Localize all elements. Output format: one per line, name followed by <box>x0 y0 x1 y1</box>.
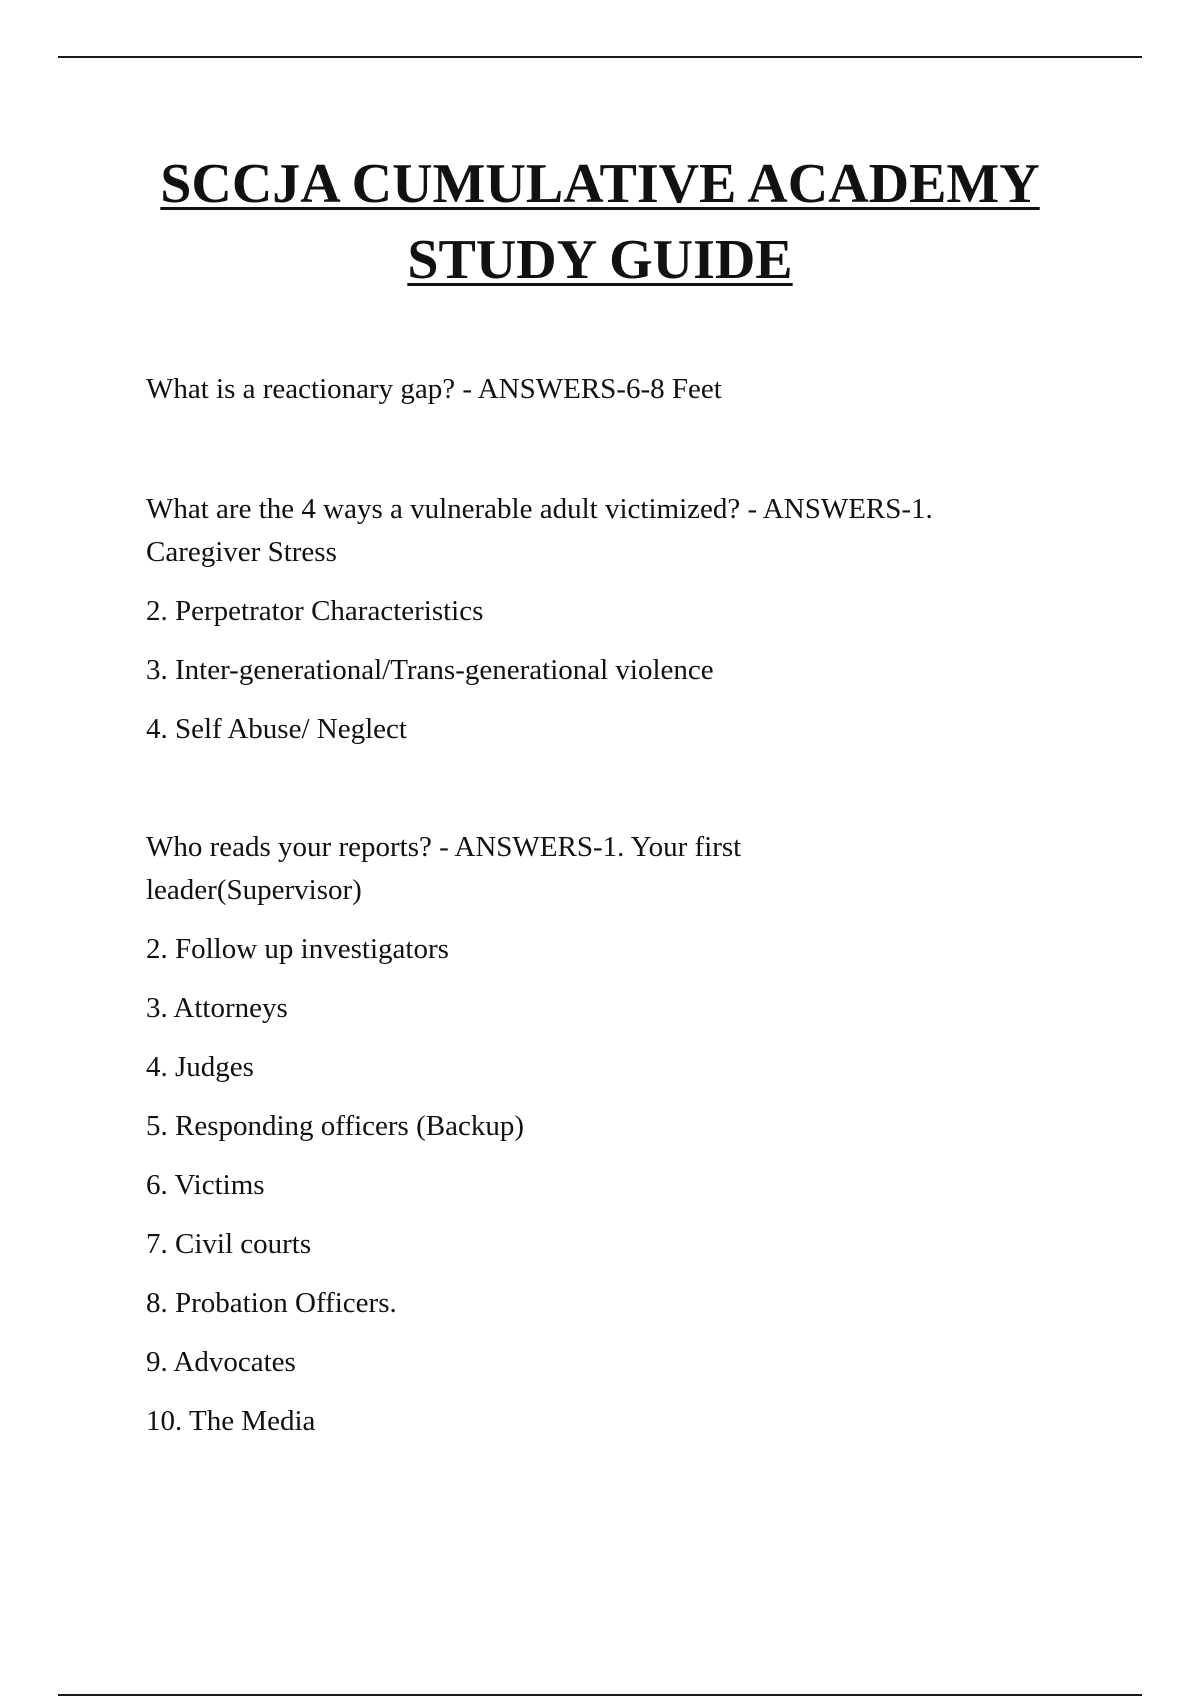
title-line-1: SCCJA CUMULATIVE ACADEMY <box>160 153 1040 215</box>
answer-item: 3. Attorneys <box>146 992 288 1024</box>
answer-item: 7. Civil courts <box>146 1228 312 1260</box>
answer-item: 4. Judges <box>146 1051 254 1083</box>
answer-item: 2. Perpetrator Characteristics <box>146 595 484 627</box>
answer-item: 5. Responding officers (Backup) <box>146 1110 524 1142</box>
question-text: Who reads your reports? - ANSWERS-1. Your first leader(Supervisor) <box>146 831 742 906</box>
question-block-1 <box>146 368 1046 411</box>
question-text: What are the 4 ways a vulnerable adult victimized? - ANSWERS-1. Caregiver Stress <box>146 493 933 568</box>
answer-item: 3. Inter-generational/Trans-generational violence <box>146 654 714 686</box>
bottom-rule <box>58 1694 1142 1696</box>
question-text: What is a reactionary gap? - ANSWERS-6-8 Feet <box>146 373 722 405</box>
answer-item: 2. Follow up investigators <box>146 933 449 965</box>
answer-item: 4. Self Abuse/ Neglect <box>146 713 407 745</box>
answer-item: 9. Advocates <box>146 1346 296 1378</box>
title-line-2: STUDY GUIDE <box>407 229 793 291</box>
answer-item: 10. The Media <box>146 1405 316 1437</box>
question-block-2 <box>146 488 1046 751</box>
top-rule <box>58 56 1142 58</box>
answer-item: 8. Probation Officers. <box>146 1287 397 1319</box>
answer-item: 6. Victims <box>146 1169 265 1201</box>
question-block-3 <box>146 826 1046 1443</box>
document-title <box>0 146 1200 298</box>
